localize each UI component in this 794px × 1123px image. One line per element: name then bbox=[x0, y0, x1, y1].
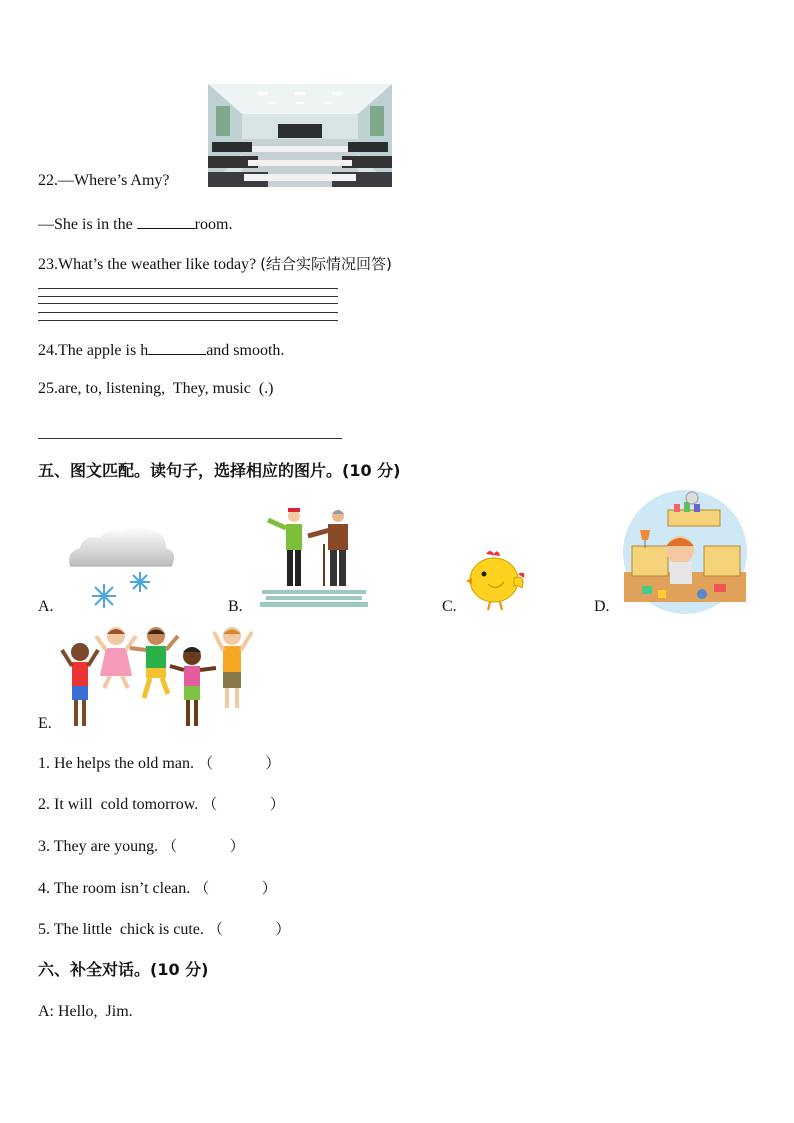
q22-question: 22.—Where’s Amy? bbox=[38, 172, 170, 189]
option-d-label: D. bbox=[594, 598, 610, 615]
chick-picture bbox=[466, 548, 528, 612]
q23-question: 23.What’s the weather like today? (结合实际情况回答) bbox=[38, 255, 392, 273]
q22-answer: —She is in the room. bbox=[38, 212, 232, 235]
option-b-label: B. bbox=[228, 598, 243, 615]
sentence-5: 5. The little chick is cute. （ ） bbox=[38, 920, 291, 938]
option-c-label: C. bbox=[442, 598, 457, 615]
q23-answer-line-3[interactable] bbox=[38, 303, 338, 304]
snowflake-icon bbox=[130, 572, 150, 592]
q24-question: 24.The apple is h and smooth. bbox=[38, 338, 284, 361]
q24-blank[interactable] bbox=[148, 338, 206, 355]
answer-paren-2[interactable]: （ ） bbox=[202, 795, 285, 813]
sentence-1: 1. He helps the old man. （ ） bbox=[38, 754, 281, 772]
section5-title: 五、图文匹配。读句子，选择相应的图片。(10 分) bbox=[38, 461, 401, 480]
helping-old-man-picture bbox=[260, 504, 368, 612]
option-a-label: A. bbox=[38, 598, 54, 615]
answer-paren-5[interactable]: （ ） bbox=[207, 920, 291, 938]
answer-paren-1[interactable]: （ ） bbox=[197, 754, 281, 772]
q22-blank[interactable] bbox=[137, 212, 195, 229]
q23-answer-line-4[interactable] bbox=[38, 312, 338, 313]
answer-paren-3[interactable]: （ ） bbox=[162, 837, 245, 855]
option-e-label: E. bbox=[38, 715, 52, 732]
answer-paren-4[interactable]: （ ） bbox=[194, 879, 277, 897]
q23-answer-line-5[interactable] bbox=[38, 320, 338, 321]
snow-cloud-picture bbox=[62, 522, 176, 612]
happy-children-picture bbox=[58, 622, 256, 732]
sentence-3: 3. They are young. （ ） bbox=[38, 837, 245, 855]
q25-question: 25.are, to, listening, They, music (.) bbox=[38, 380, 274, 397]
section6-title: 六、补全对话。(10 分) bbox=[38, 960, 209, 979]
snowflake-icon bbox=[92, 584, 116, 608]
computer-room-photo bbox=[208, 84, 392, 187]
q23-answer-line-1[interactable] bbox=[38, 288, 338, 289]
q25-answer-line[interactable] bbox=[38, 438, 342, 439]
messy-room-picture bbox=[618, 490, 752, 614]
sentence-2: 2. It will cold tomorrow. （ ） bbox=[38, 795, 285, 813]
sentence-4: 4. The room isn’t clean. （ ） bbox=[38, 879, 277, 897]
q23-answer-line-2[interactable] bbox=[38, 296, 338, 297]
dialog-line-1: A: Hello, Jim. bbox=[38, 1003, 133, 1020]
